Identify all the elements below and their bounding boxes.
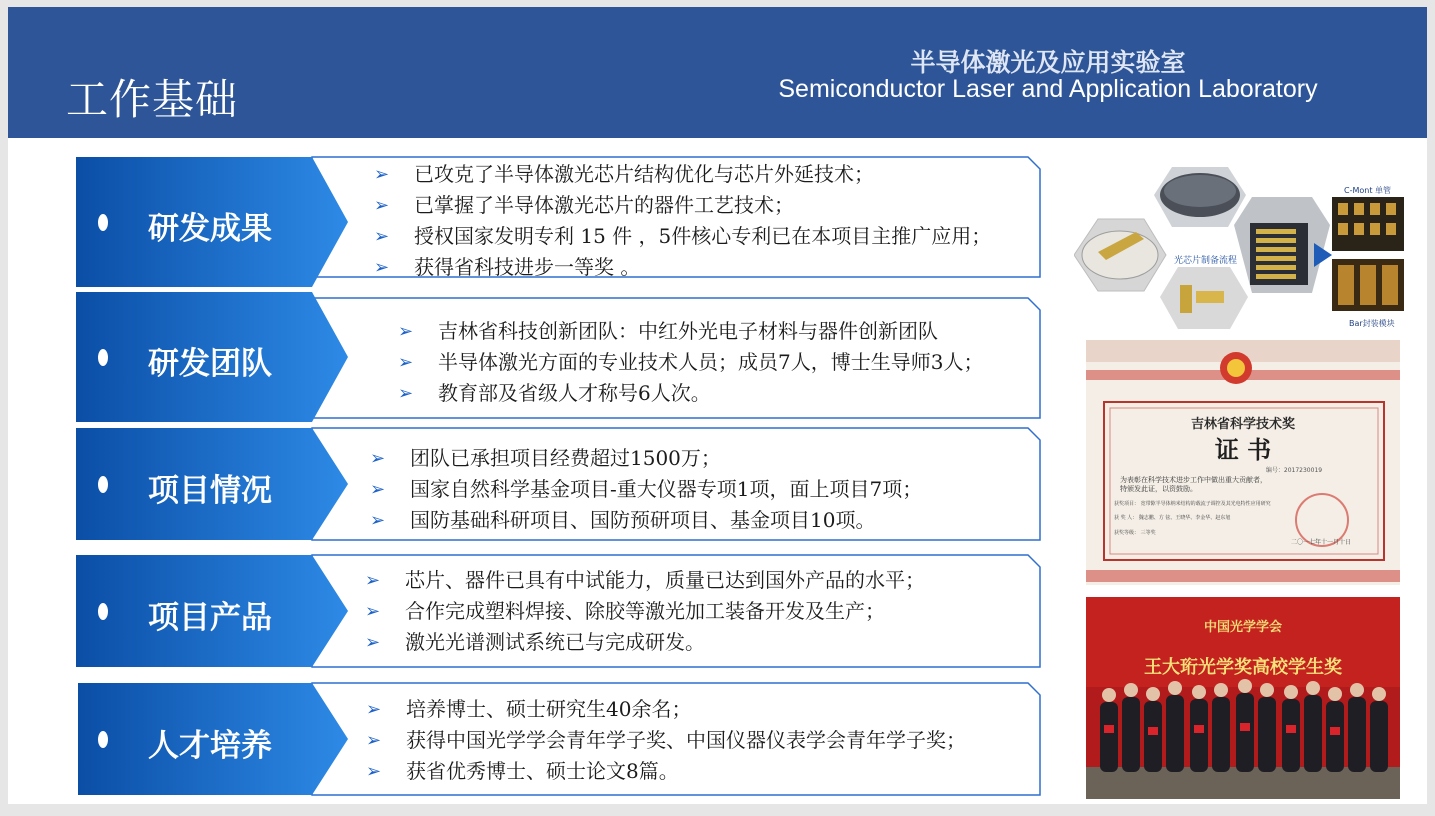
row-label: 研发团队 [148,346,272,382]
list-item: ➢ 授权国家发明专利 15 件 ，5件核心专利已在本项目主推广应用； [414,221,991,252]
row-items [365,565,925,658]
list-item: ➢ 培养博士、硕士研究生40余名； [406,694,966,725]
arrow-bullet-icon: ➢ [374,195,390,216]
list-item: ➢ 获得中国光学学会青年学子奖、中国仪器仪表学会青年学子奖； [406,725,966,756]
arrow-bullet-icon: ➢ [365,632,381,653]
list-item: ➢ 激光光谱测试系统已与完成研发。 [405,627,925,658]
chip-process-label: 光芯片制备流程 [1174,256,1238,266]
bar-module-label: Bar封装模块 [1349,319,1395,328]
list-item: ➢ 已掌握了半导体激光芯片的器件工艺技术； [414,190,991,221]
arrow-bullet-icon: ➢ [398,321,414,342]
list-item: ➢ 获省优秀博士、硕士论文8篇。 [406,756,966,787]
row-dot [98,476,108,493]
list-item: ➢ 已攻克了半导体激光芯片结构优化与芯片外延技术； [414,159,991,190]
arrow-bullet-icon: ➢ [365,570,381,591]
row-label: 人才培养 [148,728,272,764]
row-research-results [8,157,1048,287]
row-project-products [8,555,1048,667]
certificate-image [1086,340,1400,585]
cert-grade: 获奖等级： 三等奖 [1114,530,1156,536]
arrow-bullet-icon: ➢ [374,257,390,278]
list-item: ➢ 获得省科技进步一等奖 。 [414,252,991,283]
list-item: ➢ 吉林省科技创新团队：中红外光电子材料与器件创新团队 [438,316,983,347]
cert-line1: 为表彰在科学技术进步工作中做出重大贡献者， [1120,476,1267,484]
row-items [366,694,966,787]
list-item: ➢ 合作完成塑料焊接、除胶等激光加工装备开发及生产； [405,596,925,627]
list-item: ➢ 国家自然科学基金项目-重大仪器专项1项，面上项目7项； [410,474,922,505]
row-label: 项目情况 [148,473,272,509]
cert-people: 获 奖 人： 魏志鹏、方 铉、王晓华、李金华、赵东旭 [1114,515,1231,521]
arrow-bullet-icon: ➢ [398,383,414,404]
row-dot [98,349,108,366]
row-label: 研发成果 [148,211,272,247]
arrow-bullet-icon: ➢ [366,730,382,751]
list-item: ➢ 团队已承担项目经费超过1500万； [410,443,922,474]
lab-name-cn: 半导体激光及应用实验室 [910,48,1186,77]
row-items [374,159,992,283]
arrow-bullet-icon: ➢ [365,601,381,622]
arrow-bullet-icon: ➢ [370,448,386,469]
list-item: ➢ 芯片、器件已具有中试能力，质量已达到国外产品的水平； [405,565,925,596]
row-talent-training [8,683,1048,795]
arrow-bullet-icon: ➢ [398,352,414,373]
award-banner: 王大珩光学奖高校学生奖 [1144,657,1342,678]
slide [8,7,1427,804]
arrow-bullet-icon: ➢ [370,479,386,500]
award-society: 中国光学学会 [1203,620,1283,635]
row-dot [98,603,108,620]
arrow-bullet-icon: ➢ [366,761,382,782]
cert-line2: 特颁发此证，以资鼓励。 [1120,485,1197,493]
award-photo [1086,597,1400,799]
row-research-team [8,292,1048,422]
cert-date: 二〇一七年十一月十日 [1290,539,1352,546]
row-items [370,443,923,536]
list-item: ➢ 教育部及省级人才称号6人次。 [438,378,983,409]
row-dot [98,214,108,231]
row-project-status [8,428,1048,540]
row-dot [98,731,108,748]
cert-project: 获奖项目： 宽带隙半导体纳米结构的载流子调控及其光电特性应用研究 [1114,501,1271,507]
cert-heading: 证 书 [1214,435,1272,464]
arrow-bullet-icon: ➢ [374,226,390,247]
row-items [398,316,984,409]
cmount-label: C-Mont 单管 [1344,186,1392,195]
page-title: 工作基础 [66,75,239,124]
chip-process-image [1074,167,1404,332]
list-item: ➢ 半导体激光方面的专业技术人员；成员7人，博士生导师3人； [438,347,983,378]
header-bar [8,7,1427,138]
list-item: ➢ 国防基础科研项目、国防预研项目、基金项目10项。 [410,505,922,536]
row-label: 项目产品 [148,600,272,636]
arrow-bullet-icon: ➢ [366,699,382,720]
cert-title: 吉林省科学技术奖 [1190,417,1296,432]
cert-number: 编号：2017230019 [1265,467,1323,474]
arrow-bullet-icon: ➢ [374,164,390,185]
lab-name-en: Semiconductor Laser and Application Laboratory [778,75,1318,103]
arrow-bullet-icon: ➢ [370,510,386,531]
